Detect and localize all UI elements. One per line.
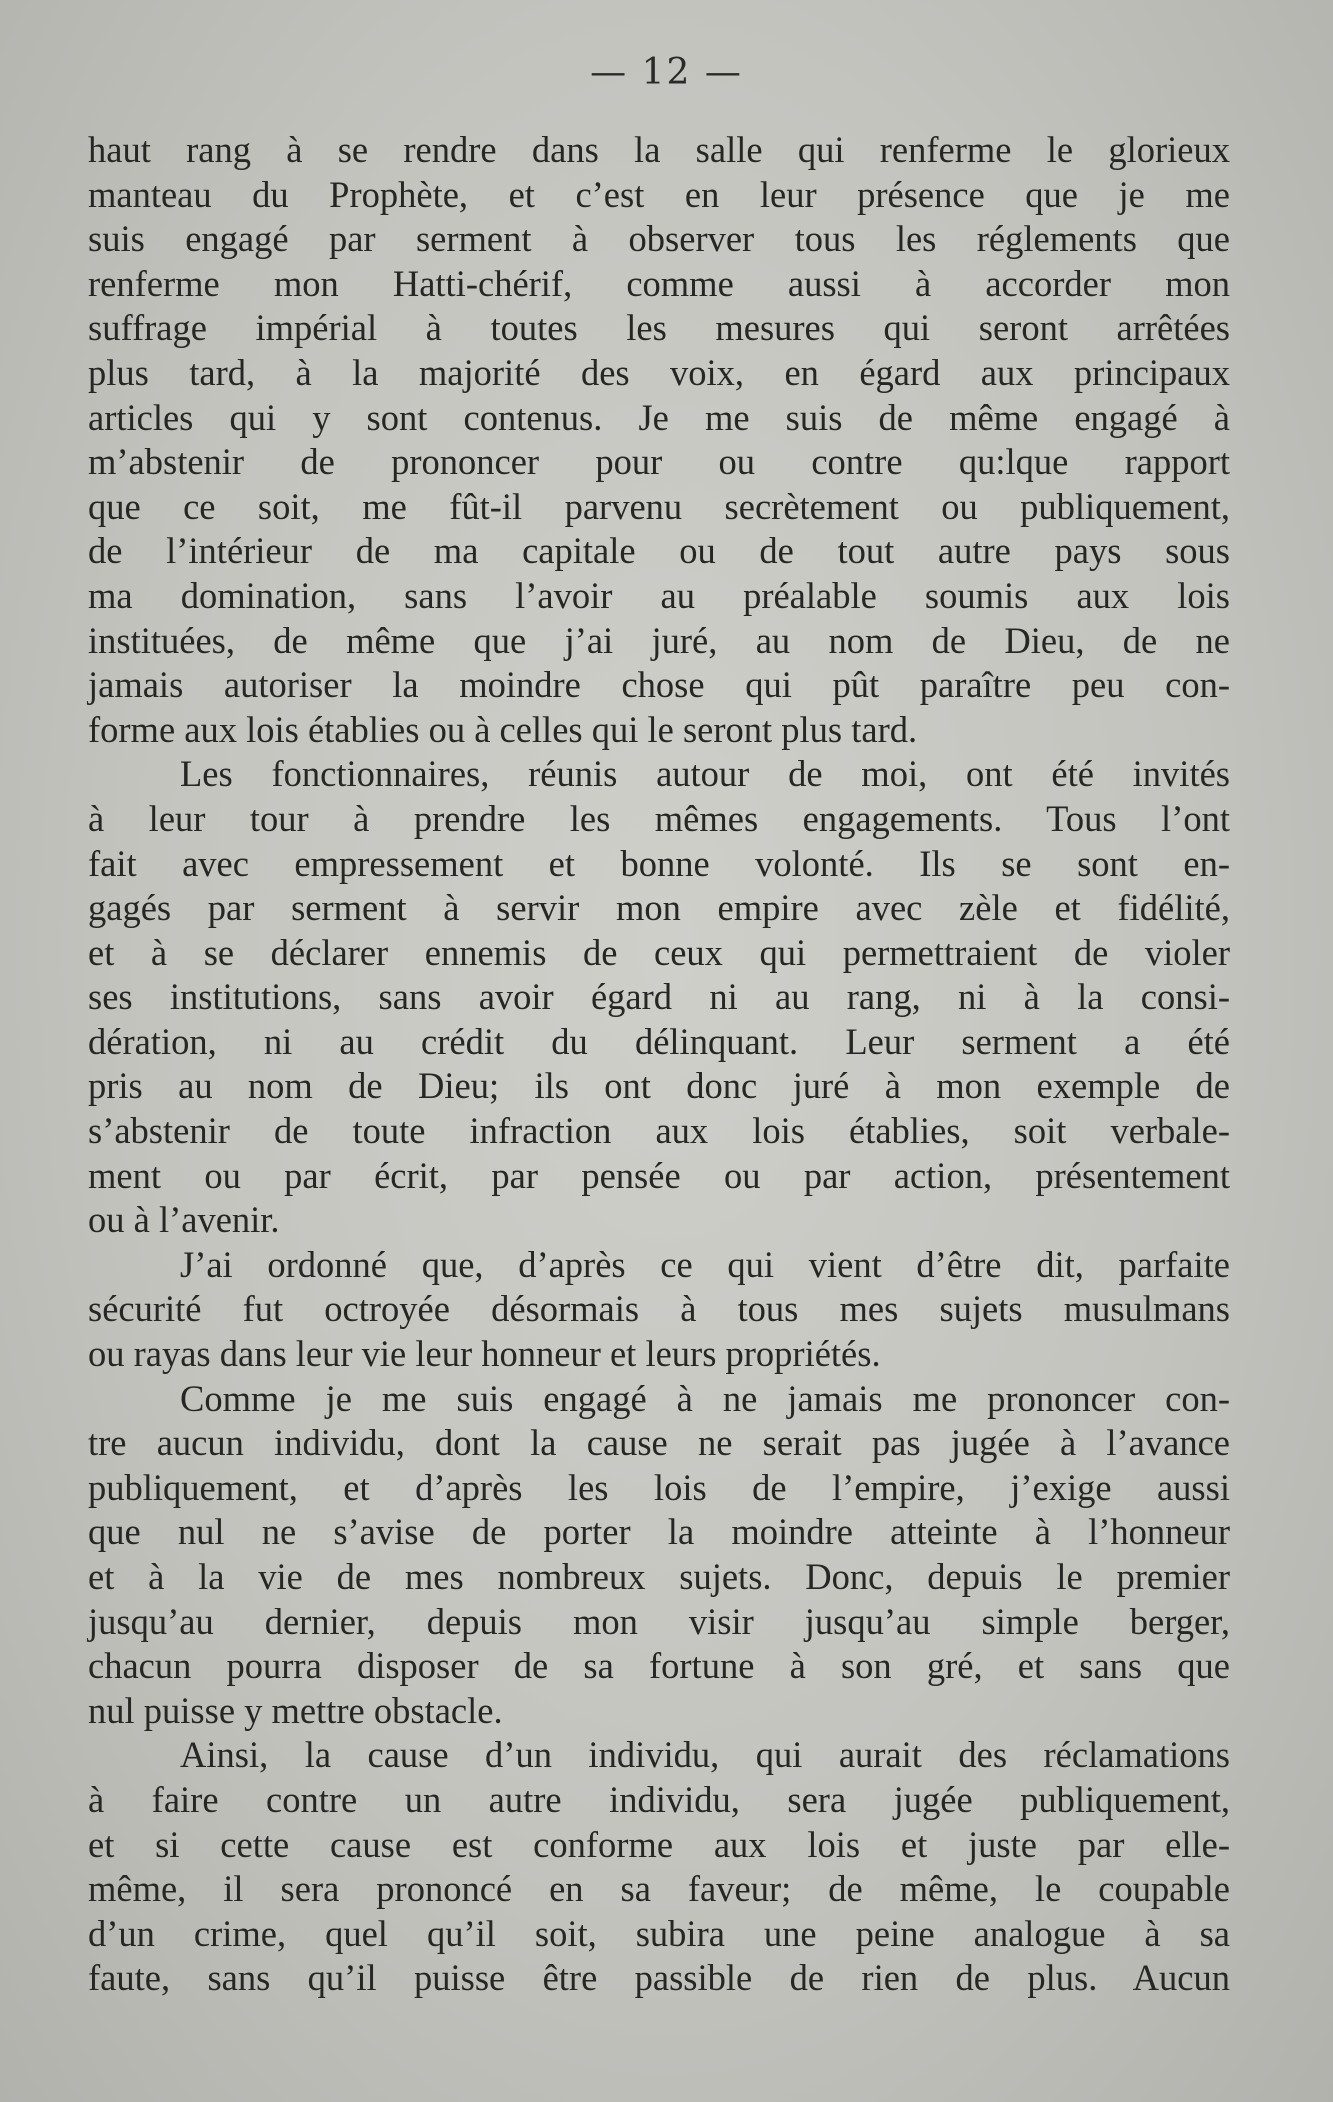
text-line: renferme mon Hatti-chérif, comme aussi à accorder mon: [88, 262, 1230, 304]
text-line: m’abstenir de prononcer pour ou contre qu:lque rapport: [88, 441, 1230, 483]
text-line: sécurité fut octroyée désormais à tous mes sujets musulmans: [88, 1288, 1230, 1330]
text-line: à faire contre un autre individu, sera jugée publiquement,: [88, 1778, 1230, 1820]
page-number: — 12 —: [590, 52, 743, 93]
text-line: publiquement, et d’après les lois de l’empire, j’exige aussi: [88, 1466, 1230, 1508]
text-line: instituées, de même que j’ai juré, au nom de Dieu, de ne: [88, 619, 1230, 661]
text-line: gagés par serment à servir mon empire avec zèle et fidélité,: [88, 887, 1230, 929]
text-line: articles qui y sont contenus. Je me suis de même engagé à: [88, 396, 1230, 438]
text-line: plus tard, à la majorité des voix, en égard aux principaux: [88, 351, 1230, 393]
text-line: s’abstenir de toute infraction aux lois établies, soit verbale-: [88, 1110, 1230, 1152]
text-line: faute, sans qu’il puisse être passible de rien de plus. Aucun: [88, 1957, 1230, 1999]
paragraph-start-line: Ainsi, la cause d’un individu, qui aurait des réclamations: [180, 1734, 1230, 1776]
text-line: ou rayas dans leur vie leur honneur et leurs propriétés.: [88, 1333, 881, 1375]
text-line: ses institutions, sans avoir égard ni au rang, ni à la consi-: [88, 976, 1230, 1018]
text-line: suis engagé par serment à observer tous les réglements que: [88, 218, 1230, 260]
text-line: et à se déclarer ennemis de ceux qui permettraient de violer: [88, 931, 1230, 973]
text-line: manteau du Prophète, et c’est en leur présence que je me: [88, 173, 1230, 215]
text-line: forme aux lois établies ou à celles qui le seront plus tard.: [88, 708, 918, 750]
text-line: d’un crime, quel qu’il soit, subira une peine analogue à sa: [88, 1912, 1230, 1954]
text-line: que nul ne s’avise de porter la moindre atteinte à l’honneur: [88, 1511, 1230, 1553]
text-line: pris au nom de Dieu; ils ont donc juré à mon exemple de: [88, 1065, 1230, 1107]
text-line: et si cette cause est conforme aux lois et juste par elle-: [88, 1823, 1230, 1865]
text-line: ment ou par écrit, par pensée ou par action, présentement: [88, 1154, 1230, 1196]
text-line: fait avec empressement et bonne volonté. Ils se sont en-: [88, 842, 1230, 884]
paragraph-start-line: J’ai ordonné que, d’après ce qui vient d’être dit, parfaite: [180, 1243, 1230, 1285]
text-line: de l’intérieur de ma capitale ou de tout autre pays sous: [88, 530, 1230, 572]
text-line: et à la vie de mes nombreux sujets. Donc, depuis le premier: [88, 1556, 1230, 1597]
text-line: même, il sera prononcé en sa faveur; de même, le coupable: [88, 1868, 1230, 1910]
text-line: tre aucun individu, dont la cause ne serait pas jugée à l’avance: [88, 1422, 1230, 1464]
text-line: que ce soit, me fût-il parvenu secrètement ou publiquement,: [88, 485, 1230, 527]
text-line: jamais autoriser la moindre chose qui pût paraître peu con-: [88, 664, 1230, 706]
text-line: dération, ni au crédit du délinquant. Leur serment a été: [88, 1020, 1230, 1062]
text-line: ma domination, sans l’avoir au préalable soumis aux lois: [88, 574, 1230, 616]
text-line: suffrage impérial à toutes les mesures qui seront arrêtées: [88, 307, 1230, 349]
text-line: jusqu’au dernier, depuis mon visir jusqu’au simple berger,: [88, 1600, 1230, 1642]
text-line: chacun pourra disposer de sa fortune à son gré, et sans que: [88, 1645, 1230, 1687]
text-line: à leur tour à prendre les mêmes engagements. Tous l’ont: [88, 797, 1230, 839]
paragraph-start-line: Les fonctionnaires, réunis autour de moi, ont été invités: [180, 753, 1230, 795]
paragraph-start-line: Comme je me suis engagé à ne jamais me prononcer con-: [180, 1377, 1230, 1419]
body-text: [88, 128, 1230, 2001]
text-line: haut rang à se rendre dans la salle qui renferme le glorieux: [88, 129, 1230, 170]
text-line: ou à l’avenir.: [88, 1199, 280, 1241]
text-line: nul puisse y mettre obstacle.: [88, 1689, 503, 1731]
